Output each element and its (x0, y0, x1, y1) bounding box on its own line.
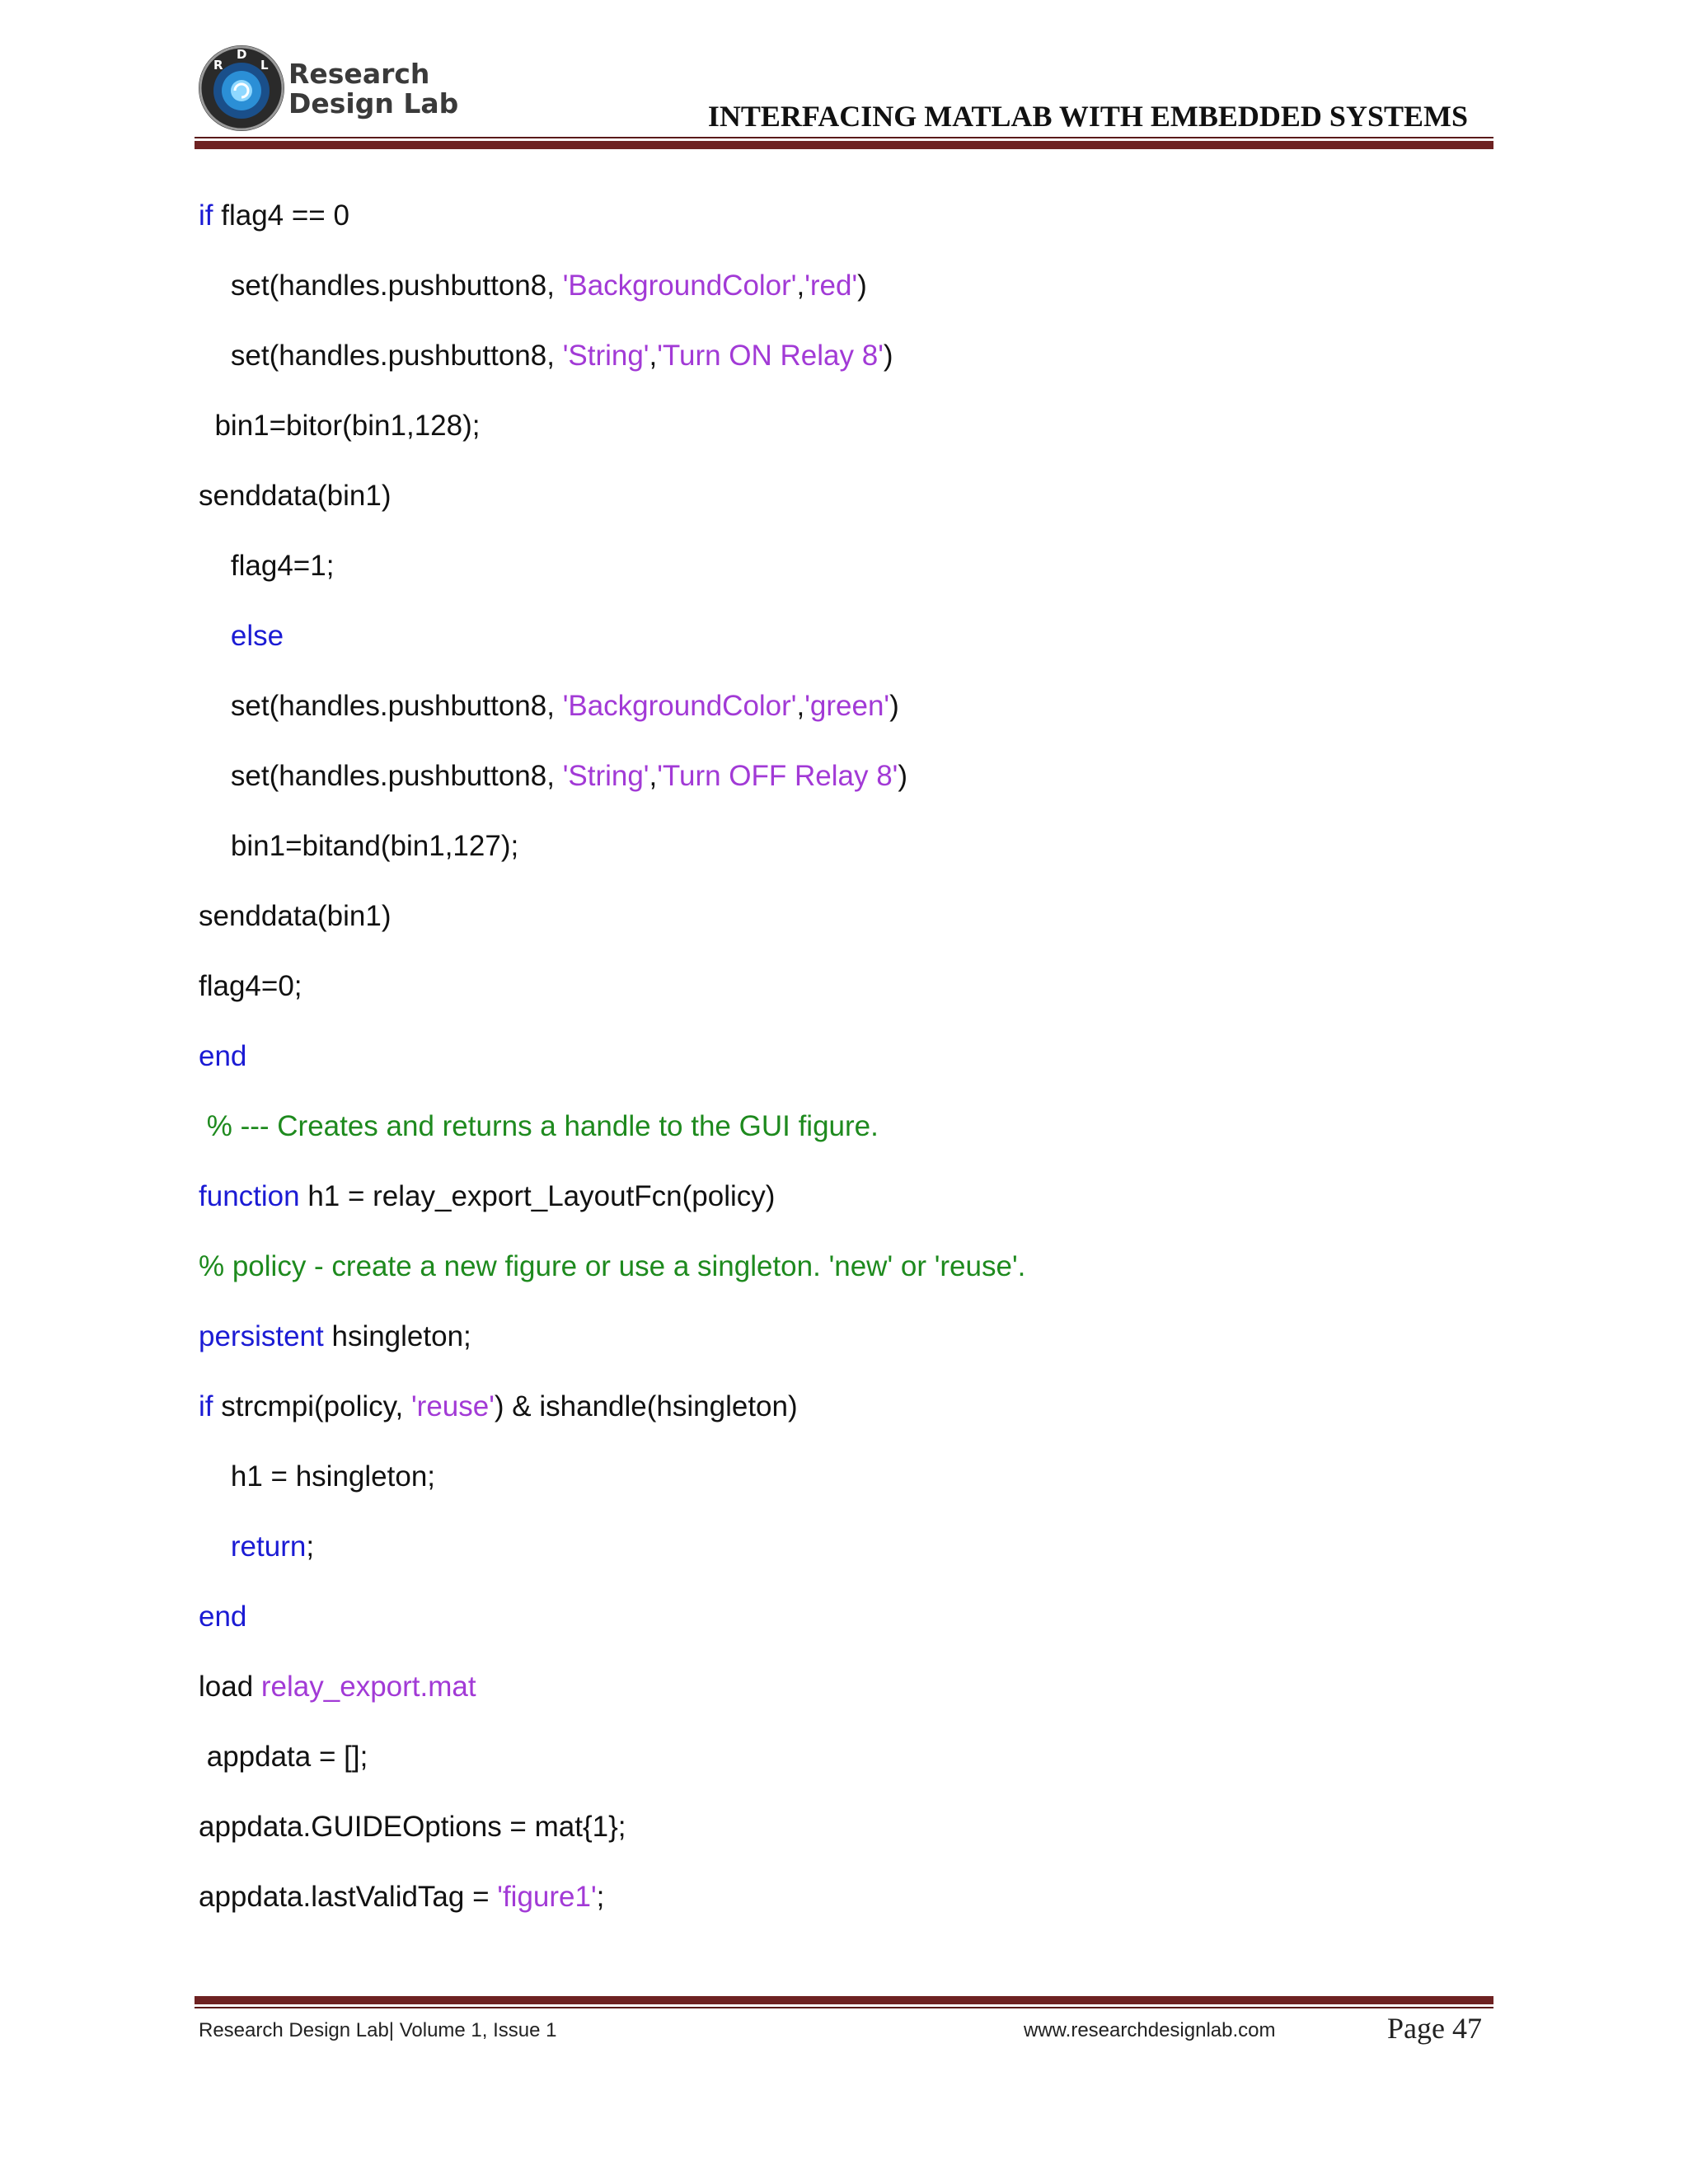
footer-publication: Research Design Lab| Volume 1, Issue 1 (199, 2019, 557, 2041)
code-text: appdata = []; (199, 1741, 368, 1773)
code-text: ; (306, 1530, 315, 1563)
code-string: 'Turn OFF Relay 8' (657, 760, 898, 792)
code-line (199, 828, 518, 865)
code-string: 'figure1' (497, 1881, 597, 1913)
code-line (199, 1599, 246, 1635)
code-text: , (649, 760, 658, 792)
code-text: , (796, 690, 805, 722)
code-string: 'red' (804, 269, 858, 302)
code-text: bin1=bitand(bin1,127); (199, 830, 519, 862)
code-line (199, 548, 334, 584)
header-rule (195, 137, 1493, 138)
logo-letter-r: R (213, 58, 223, 73)
code-comment: % policy - create a new figure or use a singleton. 'new' or 'reuse'. (199, 1250, 1026, 1282)
code-line (199, 1249, 1025, 1285)
code-line (199, 1739, 368, 1775)
code-text: flag4=1; (199, 550, 335, 582)
code-line (199, 478, 392, 514)
code-keyword: if (199, 1390, 213, 1422)
code-keyword: persistent (199, 1320, 324, 1352)
code-line (199, 1038, 246, 1075)
code-text: set(handles.pushbutton8, (199, 269, 563, 302)
code-text: flag4 == 0 (213, 199, 349, 232)
code-text: ; (596, 1881, 605, 1913)
code-text: senddata(bin1) (199, 900, 392, 932)
rdl-logo (196, 43, 287, 134)
code-text: ) (889, 690, 899, 722)
code-text: ) (857, 269, 867, 302)
code-text: set(handles.pushbutton8, (199, 340, 563, 372)
code-line (199, 688, 899, 724)
code-text (199, 1530, 231, 1563)
page-number: Page 47 (1387, 2012, 1482, 2045)
code-line (199, 338, 893, 374)
code-line (199, 618, 284, 654)
footer-rule-bold (195, 1996, 1493, 2004)
code-text (199, 620, 231, 652)
code-line (199, 1389, 798, 1425)
code-string: 'String' (562, 760, 649, 792)
code-text: flag4=0; (199, 970, 302, 1002)
code-text: appdata.GUIDEOptions = mat{1}; (199, 1811, 626, 1843)
code-line (199, 1809, 626, 1845)
header-rule-bold (195, 141, 1493, 149)
code-line (199, 1459, 435, 1495)
code-line (199, 198, 349, 234)
code-text: senddata(bin1) (199, 480, 392, 512)
code-keyword: function (199, 1180, 300, 1212)
code-line (199, 1319, 471, 1355)
code-line (199, 408, 480, 444)
code-string: 'reuse' (411, 1390, 495, 1422)
code-string: 'String' (562, 340, 649, 372)
code-comment: % --- Creates and returns a handle to the GUI figure. (199, 1110, 879, 1142)
code-line (199, 1879, 604, 1915)
code-line (199, 898, 392, 935)
logo-name-line2: Design Lab (288, 87, 459, 120)
code-text: , (796, 269, 805, 302)
code-keyword: return (230, 1530, 307, 1563)
code-text: strcmpi(policy, (213, 1390, 411, 1422)
code-text: load (199, 1671, 261, 1703)
code-text: , (649, 340, 658, 372)
header-title: INTERFACING MATLAB WITH EMBEDDED SYSTEMS (707, 100, 1468, 133)
code-keyword: end (199, 1040, 247, 1072)
code-line (199, 1669, 476, 1705)
code-text: h1 = hsingleton; (199, 1460, 436, 1493)
code-line (199, 268, 867, 304)
code-line (199, 1179, 775, 1215)
code-line (199, 968, 302, 1005)
code-text: ) & ishandle(hsingleton) (494, 1390, 798, 1422)
code-string: relay_export.mat (260, 1671, 476, 1703)
code-keyword: if (199, 199, 213, 232)
code-keyword: else (230, 620, 284, 652)
code-text: h1 = relay_export_LayoutFcn(policy) (299, 1180, 776, 1212)
logo-letter-l: L (260, 58, 269, 73)
footer-url: www.researchdesignlab.com (1024, 2019, 1276, 2041)
code-string: 'BackgroundColor' (562, 269, 797, 302)
code-keyword: end (199, 1601, 247, 1633)
code-text: ) (883, 340, 893, 372)
code-line (199, 758, 907, 794)
code-text: set(handles.pushbutton8, (199, 690, 563, 722)
code-line (199, 1529, 314, 1565)
logo-name-line1: Research (288, 58, 430, 90)
code-string: 'green' (804, 690, 890, 722)
logo-wordmark (288, 59, 458, 119)
code-text: hsingleton; (323, 1320, 471, 1352)
code-text: appdata.lastValidTag = (199, 1881, 498, 1913)
footer-rule (195, 2007, 1493, 2008)
logo-letter-d: D (237, 47, 247, 62)
code-string: 'BackgroundColor' (562, 690, 797, 722)
code-text: bin1=bitor(bin1,128); (199, 410, 481, 442)
code-text: set(handles.pushbutton8, (199, 760, 563, 792)
code-line (199, 1108, 879, 1145)
code-text: ) (898, 760, 908, 792)
code-string: 'Turn ON Relay 8' (657, 340, 884, 372)
